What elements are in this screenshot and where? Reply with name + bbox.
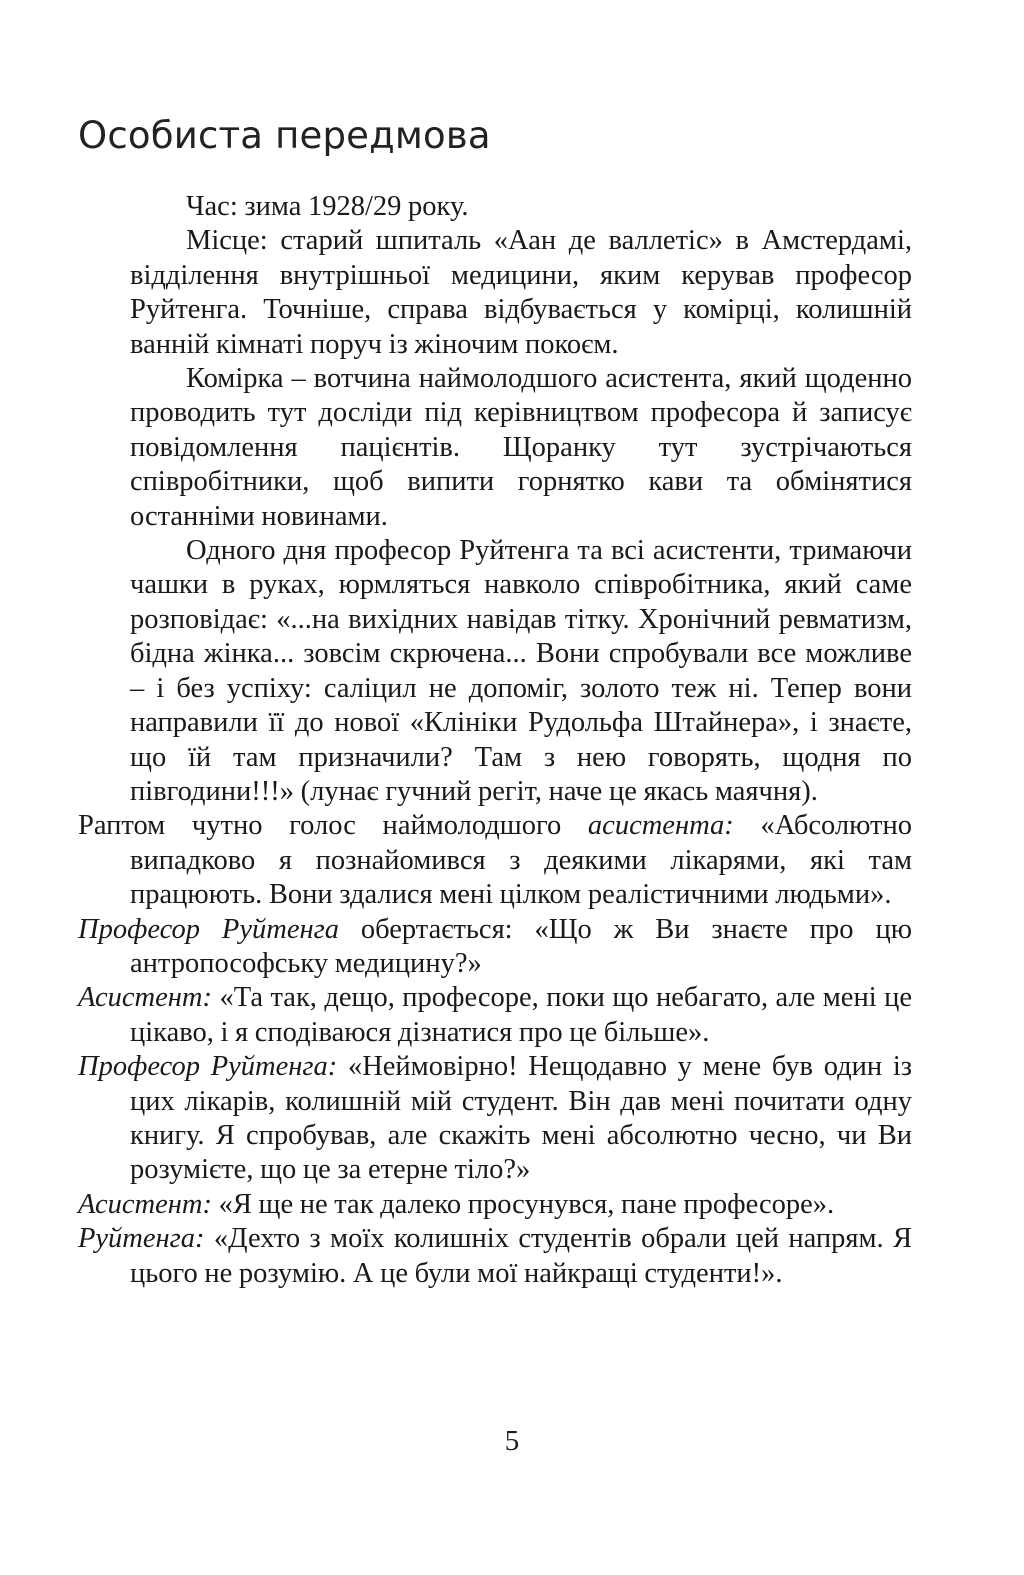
page-content: [78, 100, 912, 1291]
dialogue-line: [78, 981, 912, 1050]
paragraph-story: Одного дня професор Руйтенга та всі асистенти, тримаючи чашки в руках, юрмляться навколо співробітника, який саме розповідає: «...на вихідних навідав тітку. Хронічний ревматизм, бідна жінка... зовсім скрючена... Вони спробували все можливе – і без успіху: саліцил не допоміг, золото теж ні. Тепер вони направили її до нової «Клініки Рудольфа Штайнера», і знаєте, що їй там призначили? Там з нею говорять, щодня по півгодини!!!» (лунає гучний регіт, наче це якась маячня).: [130, 535, 912, 807]
dialogue-text: «Дехто з моїх колишніх студентів обрали цей напрям. Я цього не розумію. А це були мої найкращі студенти!».: [130, 1223, 912, 1289]
paragraph-time: Час: зима 1928/29 року.: [186, 191, 469, 222]
dialogue-text: обертається: «Що ж Ви знаєте про цю антропософську медицину?»: [130, 913, 912, 979]
paragraph-place: Місце: старий шпиталь «Аан де валлетіс» в Амстердамі, відділення внутрішньої медицини, яким керував професор Руйтенга. Точніше, справа відбувається у комірці, колишній ванній кімнаті поруч із жіночим покоєм.: [130, 225, 912, 360]
dialogue-speaker: Асистент:: [78, 1188, 212, 1220]
dialogue-line: [78, 1222, 912, 1291]
body-text: [78, 190, 912, 1291]
dialogue-line: [78, 809, 912, 912]
dialogue-text: «Та так, дещо, професоре, поки що небагато, але мені це цікаво, і я сподіваюся дізнатися про це більше».: [130, 982, 912, 1048]
dialogue-speaker: асистента:: [587, 810, 734, 842]
dialogue-line: [78, 1188, 912, 1222]
dialogue-speaker: Асистент:: [78, 982, 212, 1014]
dialogue-text: «Я ще не так далеко просунувся, пане професоре».: [211, 1188, 835, 1220]
dialogue-text: «Абсолютно випадково я познайомився з деякими лікарями, які там працюють. Вони здалися мені цілком реалістичними людьми».: [130, 810, 912, 911]
dialogue-text: «Неймовірно! Нещодавно у мене був один із цих лікарів, колишній мій студент. Він дав мені почитати одну книгу. Я спробував, але скажіть мені абсолютно чесно, чи Ви розумієте, що це за етерне тіло?»: [130, 1051, 912, 1186]
dialogue-speaker: Руйтенга:: [78, 1223, 205, 1255]
dialogue-speaker: Професор Руйтенга:: [78, 1051, 338, 1083]
page-title: Особиста передмова: [78, 114, 491, 157]
dialogue-line: [78, 913, 912, 982]
dialogue-line: [78, 1050, 912, 1188]
page-number: 5: [504, 1425, 520, 1457]
dialogue-lead: Раптом чутно голос наймолодшого: [78, 810, 588, 842]
paragraph-room: Комірка – вотчина наймолодшого асистента, який щоденно проводить тут досліди під керівництвом професора й записує повідомлення пацієнтів. Щоранку тут зустрічаються співробітники, щоб випити горнятко кави та обмінятися останніми новинами.: [130, 363, 912, 532]
dialogue-speaker: Професор Руйтенга: [78, 913, 339, 945]
